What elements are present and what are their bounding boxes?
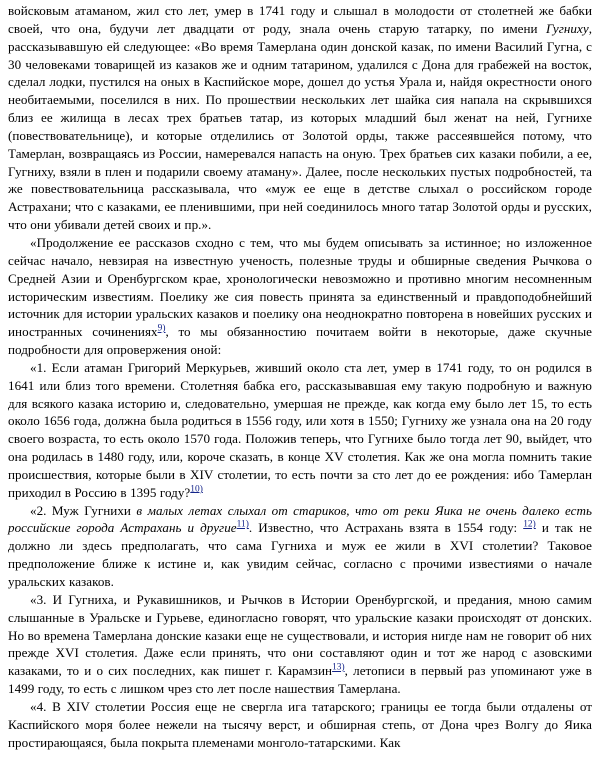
paragraph — [8, 2, 592, 234]
footnote-reference-link[interactable]: 12) — [523, 520, 536, 531]
footnote-reference-link[interactable]: 11) — [236, 520, 249, 531]
paragraph — [8, 591, 592, 698]
text-run: «1. Если атаман Григорий Меркурьев, живший около ста лет, умер в 1741 году, то он родился в 1641 или близ того времени. Столетняя бабка его, рассказывавшая ему такую подробную и важную для всякого казака историю и, следовательно, умершая не прежде, как когда ему было лет 15, то есть около 1656 года, должна была родиться в 1556 году, или хотя в 1550; Гугниху же узнала она на 20 году своего возраста, то есть около 1570 года. Положив теперь, что Гугнихе было тогда лет 90, выйдет, что она родилась в 1480 году, или, короче сказать, в конце XV столетия. Как же она могла помнить такие происшествия, которые были в XIV столетии, то есть почти за сто лет до ее рождения: ибо Тамерлан приходил в Россию в 1395 году? — [8, 359, 592, 500]
text-run: «2. Муж Гугнихи — [30, 502, 137, 518]
paragraph — [8, 502, 592, 591]
paragraph — [8, 698, 592, 752]
text-run: , летописи в первый раз упоминают уже в 1499 году, то есть с лишком чрез сто лет после нашествия Тамерлана. — [8, 663, 592, 697]
text-run: . Известно, что Астрахань взята в 1554 году: — [248, 520, 524, 536]
text-run: и так не должно ли здесь предполагать, что сама Гугниха и муж ее жили в XVI столетии? Таковое предположение ближе к истине и, как увидим сейчас, согласно с прочими известиями о начале уральских казаков. — [8, 520, 592, 589]
document-body-text — [8, 2, 592, 751]
footnote-reference-link[interactable]: 9) — [157, 323, 166, 334]
paragraph — [8, 359, 592, 502]
text-run: , рассказывавшую ей следующее: «Во время Тамерлана один донской казак, по имени Василий Гугна, с 30 человеками товарищей из казаков же и одним татарином, удалился с Дона для грабежей на восток, сделал лодки, пустился на оных в Каспийское море, дошел до устья Урала и, найдя окрестности оного необитаемыми, поселился в них. По прошествии нескольких лет шайка сия напала на скрывшихся близ ее жилища в лесах трех братьев татар, из которых младший был женат на ней, Гугнихе (повествовательнице), и которые отделились от Золотой орды, также рассеявшейся потому, что Тамерлан, возвращаясь из России, намеревался напасть на оную. Трех братьев сих казаки побили, а ее, Гугниху, взяли в плен и подарили своему атаману». Далее, после нескольких пустых подробностей, та же повествовательница рассказывала, что «муж ее еще в детстве слыхал о российском городе Астрахани; что с казаками, ее пленившими, при ней соединилось много татар Золотой орды и русских, что они убивали детей своих и пр.». — [8, 20, 592, 233]
text-run: «4. В XIV столетии Россия еще не свергла ига татарского; границы ее тогда были отдалены от Каспийского моря более нежели на тысячу верст, и обширная степь, от Дона чрез Волгу до Яика простирающаяся, была покрыта племенами монголо-татарскими. Как — [8, 698, 592, 750]
italic-phrase: Гугниху — [546, 20, 589, 36]
footnote-reference-link[interactable]: 13) — [332, 662, 345, 673]
text-run: , то мы обязанностию почитаем войти в некоторые, даже скучные подробности для опровержения оной: — [8, 324, 592, 358]
paragraph — [8, 234, 592, 359]
footnote-reference-link[interactable]: 10) — [190, 484, 203, 495]
text-run: войсковым атаманом, жил сто лет, умер в 1741 году и слышал в молодости от столетней же бабки своей, что она, будучи лет двадцати от роду, знала очень старую татарку, по имени — [8, 3, 592, 36]
italic-phrase: в малых летах слыхал от стариков, что от реки Яика не очень далеко есть российские города Астрахань и другие — [8, 502, 592, 536]
text-run: «3. И Гугниха, и Рукавишников, и Рычков в Истории Оренбургской, и предания, мною самим слышанные в Уральске и Гурьеве, единогласно говорят, что уральские казаки происходят от донских. Но во времена Тамерлана донские казаки еще не существовали, и история нигде нам не говорит об них прежде XVI столетия. Даже если принять, что они составляют один и тот же народ с азовскими казаками, то и о сих последних, как пишет г. Карамзин — [8, 591, 592, 679]
text-run: «Продолжение ее рассказов сходно с тем, что мы будем описывать за истинное; но изложенное сейчас начало, невзирая на известную ученость, полезные труды и обширные сведения Рычкова о Средней Азии и Оренбургском крае, хронологически невозможно и противно многим несомненным историческим известиям. Поелику же сия повесть принята за единственный и правдоподобнейший источник для истории уральских казаков и поелику она неоднократно повторена в новейших русских и иностранных сочинениях — [8, 234, 592, 340]
